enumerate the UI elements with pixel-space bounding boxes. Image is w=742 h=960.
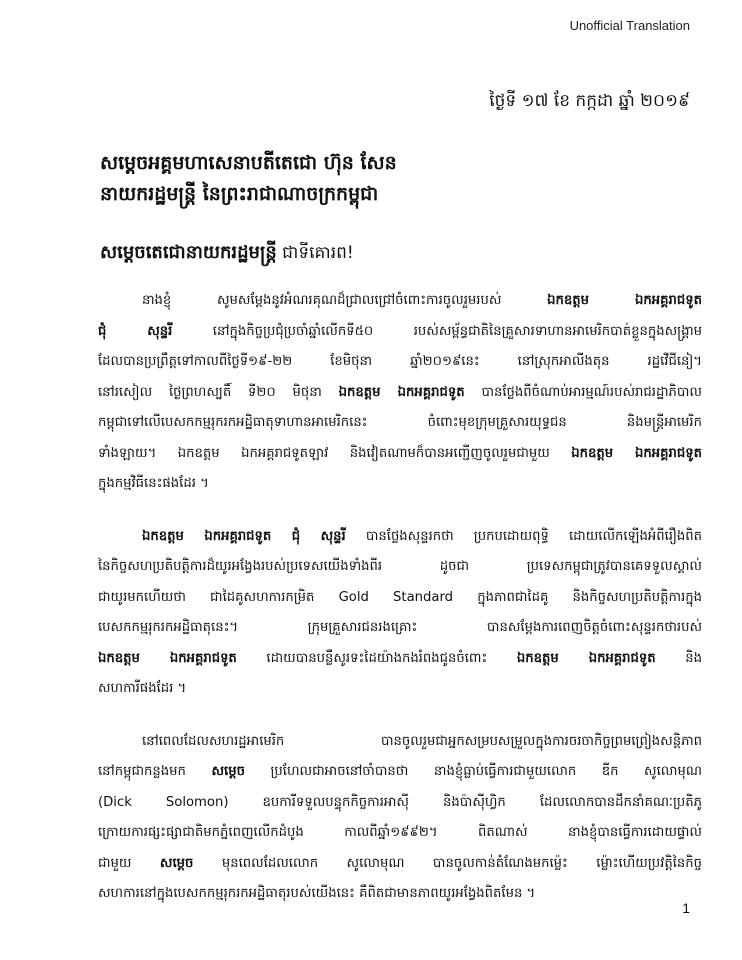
translation-note: Unofficial Translation bbox=[569, 18, 690, 33]
text-run: ជាមួយ bbox=[98, 855, 160, 871]
paragraph-line bbox=[98, 439, 702, 470]
page-number: 1 bbox=[682, 900, 690, 916]
paragraph-line bbox=[98, 644, 702, 675]
paragraph-line bbox=[98, 408, 702, 439]
paragraph-line bbox=[98, 879, 702, 910]
text-run: ដោយបានបន្លឺសូរទះដៃយ៉ាងកងរំពងជូនចំពោះ bbox=[236, 650, 517, 666]
paragraph-line bbox=[98, 583, 702, 614]
paragraph-line bbox=[98, 727, 702, 758]
paragraph-line bbox=[98, 757, 702, 788]
paragraph-line bbox=[98, 286, 702, 317]
addressee-block bbox=[100, 148, 700, 210]
text-run: នៅរសៀល ថ្ងៃព្រហស្បតិ៍ ទី២០ មិថុនា bbox=[98, 384, 339, 400]
paragraph-line bbox=[98, 378, 702, 409]
text-run: កម្ពុជាទៅលើបេសកកម្មរុករកអដ្ឋិធាតុទាហានអាមេរិកនេះ ចំពោះមុខក្រុមគ្រួសារយុទ្ធជន និងមន្ត្រីអាមេរិក bbox=[98, 415, 702, 430]
text-run: នៅពេលដែលសហរដ្ឋអាមេរិក បានចូលរួមជាអ្នកសម្របសម្រួលក្នុងការចរចាកិច្ចព្រមព្រៀងសន្តិភាព bbox=[142, 733, 702, 749]
paragraph-line bbox=[98, 613, 702, 644]
text-run: ដែលបានប្រព្រឹត្តទៅកាលពីថ្ងៃទី១៩-២២ ខែមិថុនា ឆ្នាំ២០១៩នេះ នៅស្រុកអាលីងតុន រដ្ឋវើជីនៀ។ bbox=[98, 354, 702, 369]
bold-text: ឯកឧត្តម ឯកអគ្គរាជទូត bbox=[547, 293, 702, 308]
text-run: នៅកម្ពុជាកន្លងមក bbox=[98, 764, 212, 779]
paragraph-line bbox=[98, 552, 702, 583]
text-run: ក្នុងកម្មវិធីនេះផងដែរ ។ bbox=[98, 476, 209, 491]
salutation bbox=[100, 240, 700, 267]
text-run: សហការីផងដែរ ។ bbox=[98, 681, 187, 696]
body-paragraph bbox=[98, 727, 702, 910]
text-run: ជាយូរមកហើយថា ជាដៃគូសហការកម្រិត Gold Standard ក្នុងភាពជាដៃគូ និងកិច្ចសហប្រតិបត្តិការក្នុង bbox=[98, 589, 702, 605]
text-run: បេសកកម្មរុករកអដ្ឋិធាតុនេះ។ ក្រុមគ្រួសារជនរងគ្រោះ បានសម្តែងការពេញចិត្តចំពោះសុន្ទរកថារបស់ bbox=[98, 620, 702, 635]
bold-text: ឯកឧត្តម ឯកអគ្គរាជទូត bbox=[516, 650, 656, 666]
text-run: បានថ្លែងសុន្ទរកថា ប្រកបដោយពុទ្ធិ ដោយលើកឡើងអំពីរឿងពិត bbox=[345, 528, 702, 544]
text-run: សហការនៅក្នុងបេសកកម្មរុករកអដ្ឋិធាតុរបស់យើងនេះ គឺពិតជាមានភាពយូរអង្វែងពិតមែន ។ bbox=[98, 886, 536, 901]
bold-text: ជុំ សុន្ទរី bbox=[98, 323, 173, 339]
letter-date: ថ្ងៃទី ១៧ ខែ កក្កដា ឆ្នាំ ២០១៩ bbox=[489, 91, 690, 111]
paragraph-line bbox=[98, 522, 702, 553]
bold-text: ឯកឧត្តម ឯកអគ្គរាជទូត bbox=[98, 650, 237, 666]
text-run: ទាំងឡាយ។ ឯកឧត្តម ឯកអគ្គរាជទូតឡាវ និងវៀតណាមក៏បានអញ្ជើញចូលរួមជាមួយ bbox=[98, 445, 572, 461]
text-run: បានថ្លែងពីចំណាប់អារម្មណ៍របស់រាជរដ្ឋាភិបាល bbox=[464, 384, 702, 400]
paragraph-line bbox=[98, 317, 702, 348]
addressee-name: សម្តេចអគ្គមហាសេនាបតីតេជោ ហ៊ុន សែន bbox=[100, 152, 397, 174]
text-run: មុនពេលដែលលោក សូលោមុណ បានចូលកាន់តំណែងមកម្ល៉េះ ម្ល៉ោះហើយប្រវត្តិនៃកិច្ច bbox=[193, 855, 702, 871]
bold-text: សម្តេច bbox=[211, 764, 245, 779]
text-run: នៅក្នុងកិច្ចប្រជុំប្រចាំឆ្នាំលើកទី៥០ របស់សម្ព័ន្ធជាតិនៃគ្រួសារទាហានអាមេរិកបាត់ខ្លួនក្នុងសង្គ្រាម bbox=[172, 323, 702, 339]
paragraph-line bbox=[98, 849, 702, 880]
paragraph-line bbox=[98, 347, 702, 378]
text-run: និង bbox=[655, 650, 702, 666]
letter-body bbox=[98, 286, 702, 932]
body-paragraph bbox=[98, 286, 702, 500]
text-run: ប្រហែលជាអាចនៅចាំបានថា នាងខ្ញុំធ្លាប់ធ្វើការជាមួយលោក ឌីក សូលោមុណ bbox=[244, 764, 702, 779]
bold-text: ឯកឧត្តម ឯកអគ្គរាជទូត ជុំ សុន្ទរី bbox=[142, 528, 346, 544]
body-paragraph bbox=[98, 522, 702, 705]
text-run: នៃកិច្ចសហប្រតិបត្តិការដ៏យូរអង្វែងរបស់ប្រទេសយើងទាំងពីរ ដូចជា ប្រទេសកម្ពុជាត្រូវបានគេទទួលស្គាល់ bbox=[98, 559, 702, 574]
salutation-rest: ជាទីគោរព! bbox=[276, 243, 354, 263]
paragraph-line bbox=[98, 674, 702, 705]
bold-text: ឯកឧត្តម ឯកអគ្គរាជទូត bbox=[338, 384, 465, 400]
bold-text: សម្តេច bbox=[159, 855, 194, 871]
addressee-title: នាយករដ្ឋមន្ត្រី នៃព្រះរាជាណាចក្រកម្ពុជា bbox=[100, 183, 379, 205]
text-run: (Dick Solomon) ឧបការីទទួលបន្ទុកកិច្ចការអាស៊ី និងប៉ាស៊ីហ្វិក ដែលលោកបានដឹកនាំគណៈប្រតិភូ bbox=[98, 794, 702, 810]
text-run: នាងខ្ញុំ សូមសម្តែងនូវអំណរគុណដ៏ជ្រាលជ្រៅចំពោះការចូលរួមរបស់ bbox=[142, 293, 548, 308]
paragraph-line bbox=[98, 788, 702, 819]
bold-text: ឯកឧត្តម ឯកអគ្គរាជទូត bbox=[571, 445, 702, 461]
text-run: ក្រោយការផ្សះផ្សាជាតិមកភ្នំពេញលើកដំបូង កាលពីឆ្នាំ១៩៩២។ ពិតណាស់ នាងខ្ញុំបានធ្វើការដោយផ្ទាល់ bbox=[98, 825, 702, 840]
salutation-bold: សម្តេចតេជោនាយករដ្ឋមន្ត្រី bbox=[100, 242, 277, 263]
paragraph-line bbox=[98, 818, 702, 849]
paragraph-line bbox=[98, 469, 702, 500]
